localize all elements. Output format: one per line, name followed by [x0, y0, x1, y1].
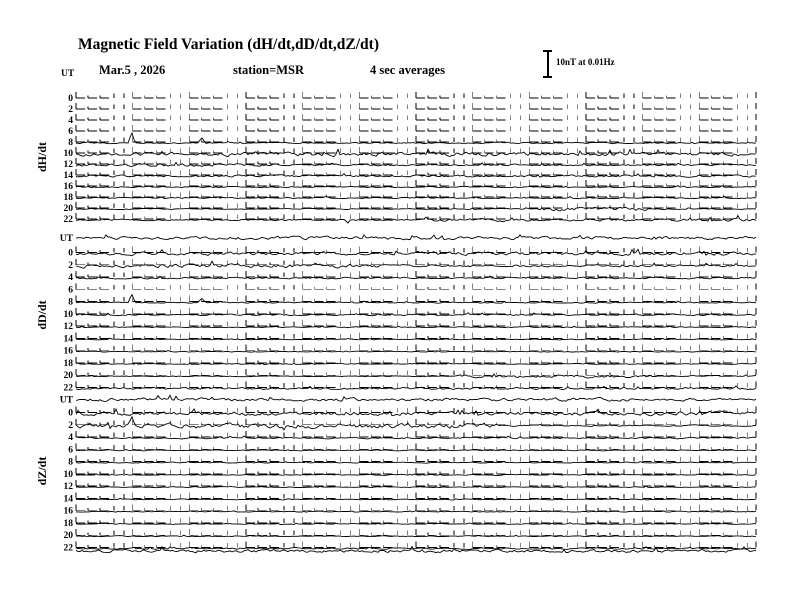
ut-row-label: UT: [59, 234, 73, 244]
hour-label: 16: [63, 346, 73, 357]
hour-label: 20: [63, 371, 73, 382]
scale-bar-label: 10nT at 0.01Hz: [556, 57, 615, 67]
hour-label: 4: [68, 273, 73, 284]
tick-row: [76, 492, 756, 498]
station-label: station=MSR: [233, 63, 305, 77]
trace-row: [76, 450, 756, 451]
hour-label: 8: [68, 138, 73, 148]
tick-row: [76, 103, 756, 109]
hour-label: 6: [68, 445, 73, 456]
tick-row: [76, 517, 756, 523]
hour-label: 22: [63, 215, 73, 225]
hour-label: 0: [68, 94, 73, 104]
tick-row: [76, 357, 756, 363]
hour-label: 18: [63, 518, 73, 529]
hour-label: 8: [68, 457, 73, 468]
tick-row: [76, 381, 756, 387]
hour-label: 14: [63, 334, 73, 345]
hour-label: 4: [68, 116, 73, 126]
panel-dDdt: [35, 247, 756, 406]
hour-label: 18: [63, 358, 73, 369]
hour-label: 20: [63, 531, 73, 542]
tick-row: [76, 180, 756, 186]
tick-row: [76, 505, 756, 511]
tick-row: [76, 158, 756, 164]
ut-trace: [76, 395, 756, 401]
tick-row: [76, 213, 756, 219]
panel-label: dH/dt: [35, 141, 49, 173]
hour-label: 22: [63, 543, 73, 554]
hour-label: 10: [63, 309, 73, 320]
tick-row: [76, 247, 756, 253]
hour-label: 12: [63, 322, 73, 333]
tick-row: [76, 407, 756, 413]
tick-row: [76, 308, 756, 314]
hour-label: 12: [63, 160, 73, 170]
tick-row: [76, 529, 756, 535]
hour-label: 18: [63, 193, 73, 203]
tick-row: [76, 431, 756, 437]
panel-label: dD/dt: [35, 300, 49, 330]
date-label: Mar.5 , 2026: [99, 63, 166, 77]
tick-row: [76, 136, 756, 142]
hour-label: 8: [68, 297, 73, 308]
hour-label: 12: [63, 482, 73, 493]
panel-dHdt: [35, 92, 756, 244]
page-title: Magnetic Field Variation (dH/dt,dD/dt,dZ/dt): [78, 36, 379, 53]
hour-label: 22: [63, 383, 73, 394]
tick-row: [76, 283, 756, 289]
tick-row: [76, 114, 756, 120]
hour-label: 2: [68, 105, 73, 115]
tick-row: [76, 456, 756, 462]
panel-label: dZ/dt: [35, 456, 49, 486]
hour-label: 2: [68, 260, 73, 271]
ut-row-label: UT: [59, 395, 73, 406]
tick-row: [76, 92, 756, 98]
hour-label: 10: [63, 149, 73, 159]
averaging-label: 4 sec averages: [370, 63, 445, 77]
hour-label: 4: [68, 433, 73, 444]
tick-row: [76, 125, 756, 131]
hour-label: 16: [63, 506, 73, 517]
tick-row: [76, 296, 756, 302]
tick-row: [76, 169, 756, 175]
hour-label: 6: [68, 285, 73, 296]
hour-label: 14: [63, 494, 73, 505]
tick-row: [76, 332, 756, 338]
tick-row: [76, 191, 756, 197]
ut-header-label: UT: [61, 69, 75, 79]
hour-label: 20: [63, 204, 73, 214]
tick-row: [76, 480, 756, 486]
hour-label: 6: [68, 127, 73, 137]
tick-row: [76, 468, 756, 474]
tick-row: [76, 369, 756, 375]
ut-trace: [76, 235, 756, 240]
tick-row: [76, 271, 756, 277]
hour-label: 10: [63, 469, 73, 480]
tick-row: [76, 541, 756, 547]
hour-label: 0: [68, 408, 73, 419]
tick-row: [76, 202, 756, 208]
tick-row: [76, 147, 756, 153]
tick-row: [76, 419, 756, 425]
hour-label: 0: [68, 248, 73, 259]
hour-label: 16: [63, 182, 73, 192]
tick-row: [76, 443, 756, 449]
tick-row: [76, 320, 756, 326]
hour-label: 2: [68, 420, 73, 431]
trace-row: [76, 511, 756, 512]
hour-label: 14: [63, 171, 73, 181]
tick-row: [76, 345, 756, 351]
panel-dZdt: [35, 407, 756, 554]
